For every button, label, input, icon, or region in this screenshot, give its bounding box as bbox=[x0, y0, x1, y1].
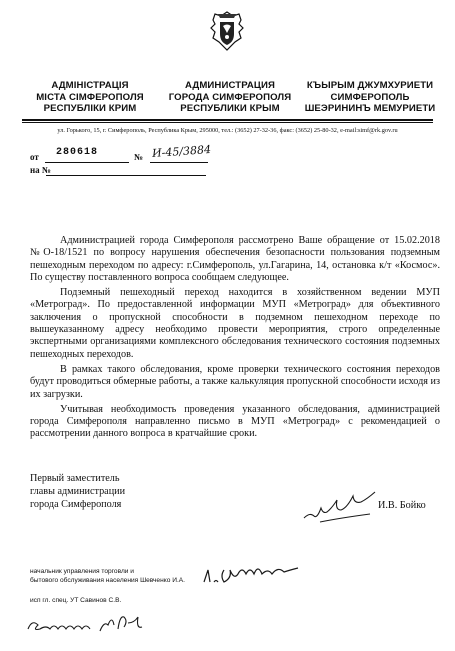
letter-body bbox=[30, 235, 440, 444]
date-label: от bbox=[30, 152, 39, 162]
header-crh-line: СИМФЕРОПОЛЬ bbox=[330, 91, 410, 103]
signer-name: И.В. Бойко bbox=[378, 500, 426, 511]
body-paragraph: Администрацией города Симферополя рассмотрено Ваше обращение от 15.02.2018 №О-18/1521 по вопросу нарушения обеспечения безопасности пользования подземным пешеходным переходом по адресу: г.Симферополь, ул.Гагарина, 14, остановка к/т «Космос». По существу поставленного вопроса сообщаем следующее. bbox=[30, 235, 440, 283]
contact-line: ул. Горького, 15, г. Симферополь, Республика Крым, 295000, тел.: (3652) 27-32-36, факс: (3652) 25-80-32, e-mail:simf@rk.gov.ru bbox=[57, 127, 398, 134]
body-paragraph: В рамках такого обследования, кроме проверки технического состояния переходов будут проводиться обмерные работы, а также калькуляция пропускной способности исходя из их загрузки. bbox=[30, 363, 440, 400]
executor-1-line: начальник управления торговли и bbox=[30, 568, 134, 575]
executor-1 bbox=[30, 568, 185, 585]
header-uk-line: РЕСПУБЛІКИ КРИМ bbox=[43, 103, 137, 114]
document-date: 280618 bbox=[56, 147, 99, 158]
executor-2-signature bbox=[22, 609, 147, 637]
signer-title-line: Первый заместитель bbox=[30, 473, 120, 484]
header-ukrainian bbox=[15, 80, 165, 115]
date-underline bbox=[45, 162, 129, 163]
crimea-emblem-icon bbox=[209, 10, 245, 52]
header-uk-line: АДМІНІСТРАЦІЯ bbox=[51, 80, 129, 91]
header-crh-line: ШЕЭРИНИНЪ МЕМУРИЕТИ bbox=[304, 103, 436, 114]
signer-title-line: города Симферополя bbox=[30, 498, 122, 510]
header-divider bbox=[22, 119, 433, 121]
header-russian bbox=[155, 80, 305, 115]
header-divider-thin bbox=[22, 122, 433, 123]
reply-to-underline bbox=[46, 175, 206, 176]
signer-title bbox=[30, 473, 125, 511]
body-paragraph: Учитывая необходимость проведения указанного обследования, администрацией города Симферополя направленно письмо в МУП «Метроград» с рекомендацией о рассмотрении данного вопроса в кратчайшие сроки. bbox=[30, 403, 440, 440]
header-crimean-tatar bbox=[295, 80, 445, 115]
header-ru-line: ГОРОДА СИМФЕРОПОЛЯ bbox=[168, 91, 292, 103]
header-ru-line: РЕСПУБЛИКИ КРЫМ bbox=[180, 103, 280, 114]
body-paragraph: Подземный пешеходный переход находится в хозяйственном ведении МУП «Метроград». По предоставленной информации МУП «Метроград» для объективного заключения о пропускной способности в подземном пешеходном переходе по вышеуказанному адресу необходимо провести мероприятия, строго определенные экспертными организациями комплексного обследования технического состояния подземных пешеходных переходов. bbox=[30, 287, 440, 360]
handwritten-signature bbox=[300, 488, 380, 528]
executor-1-signature bbox=[198, 564, 318, 588]
header-crh-line: КЪЫРЫМ ДЖУМХУРИЕТИ bbox=[306, 80, 434, 91]
header-ru-line: АДМИНИСТРАЦИЯ bbox=[185, 80, 275, 91]
header-uk-line: МІСТА СІМФЕРОПОЛЯ bbox=[36, 91, 144, 103]
executor-2: исп гл. спец. УТ Савинов С.В. bbox=[30, 597, 122, 604]
executor-1-line: бытового обслуживания населения Шевченко И.А. bbox=[30, 576, 186, 584]
number-underline bbox=[150, 162, 208, 163]
number-label: № bbox=[134, 152, 144, 162]
document-number: И-45/3884 bbox=[151, 142, 212, 161]
reply-to-label: на № bbox=[30, 165, 51, 175]
signer-title-line: главы администрации bbox=[30, 485, 126, 497]
